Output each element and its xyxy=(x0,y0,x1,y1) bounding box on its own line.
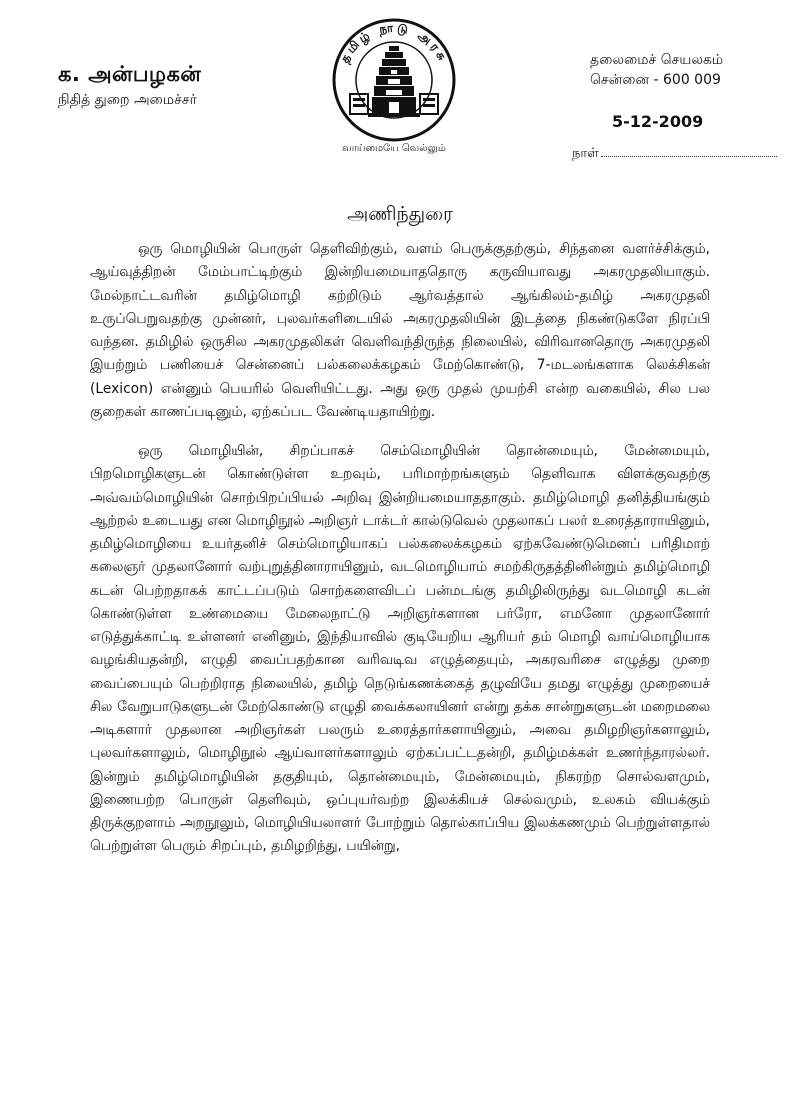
svg-text:வாய்மையே வெல்லும்: வாய்மையே வெல்லும் xyxy=(342,143,446,154)
date-field-dots xyxy=(601,146,777,157)
office-name: தலைமைச் செயலகம் xyxy=(590,52,724,68)
document-heading: அணிந்துரை xyxy=(347,203,453,225)
paragraph-1: ஒரு மொழியின் பொருள் தெளிவிற்கும், வளம் பெருக்குதற்கும், சிந்தனை வளர்ச்சிக்கும், ஆய்வுத்திறன் மேம்பாட்டிற்கும் இன்றியமையாததொரு கருவியாவது அகரமுதலியாகும். மேல்நாட்டவரின் தமிழ்மொழி கற்றிடும் ஆர்வத்தால் ஆங்கிலம்-தமிழ் அகரமுதலி உருப்பெறுவதற்கு முன்னர், புலவர்களிடையில் அகரமுதலியின் இடத்தை நிகண்டுகளே நிரப்பி வந்தன. தமிழில் ஒருசில அகரமுதலிகள் வெளிவந்திருந்த நிலையில், விரிவானதொரு அகரமுதலி இயற்றும் பணியைச் சென்னைப் பல்கலைக்கழகம் மேற்கொண்டு, 7-மடலங்களாக லெக்சிகன் (Lexicon) என்னும் பெயரில் வெளியிட்டது. அது ஒரு முதல் முயற்சி என்ற வகையில், சில பல குறைகள் காணப்படினும், ஏற்கப்பட வேண்டியதாயிற்று. xyxy=(90,241,710,420)
date-field xyxy=(572,146,777,162)
sender-title: நிதித் துறை அமைச்சர் xyxy=(58,92,197,108)
sender-name: க. அன்பழகன் xyxy=(58,62,202,86)
letter-date: 5-12-2009 xyxy=(612,112,704,131)
body-text xyxy=(90,238,710,859)
tamil-nadu-emblem-icon xyxy=(328,10,460,158)
office-city: சென்னை - 600 009 xyxy=(590,72,721,88)
paragraph-2: ஒரு மொழியின், சிறப்பாகச் செம்மொழியின் தொன்மையும், மேன்மையும், பிறமொழிகளுடன் கொண்டுள்ள உறவும், பரிமாற்றங்களும் தெளிவாக விளக்குவதற்கு அவ்வம்மொழியின் சொற்பிறப்பியல் அறிவு இன்றியமையாததாகும். தமிழ்மொழி தனித்தியங்கும் ஆற்றல் உடையது என மொழிநூல் அறிஞர் டாக்டர் கால்டுவெல் முதலாகப் பலர் உரைத்தாராயினும், தமிழ்மொழியை உயர்தனிச் செம்மொழியாகப் பல்கலைக்கழகம் ஏற்கவேண்டுமெனப் பரிதிமாற் கலைஞர் முதலானோர் வற்புறுத்தினாராயினும், வடமொழியாம் சமற்கிருதத்தினின்றும் தமிழ்மொழி கடன் பெற்றதாகக் காட்டப்படும் சொற்களைவிடப் பன்மடங்கு தமிழிலிருந்து வடமொழி கடன் கொண்டுள்ள உண்மையை மேலைநாட்டு அறிஞர்களான பர்ரோ, எமனோ முதலானோர் எடுத்துக்காட்டி உள்ளனர் எனினும், இந்தியாவில் குடியேறிய ஆரியர் தம் மொழி வாய்மொழியாக வழங்கியதன்றி, எழுதி வைப்பதற்கான வரிவடிவ எழுத்தையும், அகரவரிசை எழுத்து முறை வைப்பையும் பெற்றிராத நிலையில், தமிழ் நெடுங்கணக்கைத் தழுவியே தமது எழுத்து முறையைச் சில வேறுபாடுகளுடன் மேற்கொண்டு எழுதி வைக்கலாயினர் என்று தக்க சான்றுகளுடன் மறைமலை அடிகளார் முதலான அறிஞர்கள் பலரும் உரைத்தார்களாயினும், அவை தமிழறிஞர்களாலும், புலவர்களாலும், மொழிநூல் ஆய்வாளர்களாலும் ஏற்கப்பட்டதன்றி, தமிழ்மக்கள் உணர்ந்தாரல்லர். இன்றும் தமிழ்மொழியின் தகுதியும், தொன்மையும், மேன்மையும், நிகரற்ற சொல்வளமும், இணையற்ற பொருள் தெளிவும், ஒப்புயர்வற்ற இலக்கியச் செல்வமும், உலகம் வியக்கும் திருக்குறளாம் அறநூலும், மொழியியலாளர் போற்றும் தொல்காப்பிய இலக்கணமும் பெற்றுள்ளதால் பெற்றுள்ள பெரும் சிறப்பும், தமிழறிந்து, பயின்று, xyxy=(90,443,710,855)
svg-text:தமிழ் நாடு அரசு: தமிழ் நாடு அரசு xyxy=(337,20,451,66)
date-field-label: நாள் xyxy=(572,146,599,161)
